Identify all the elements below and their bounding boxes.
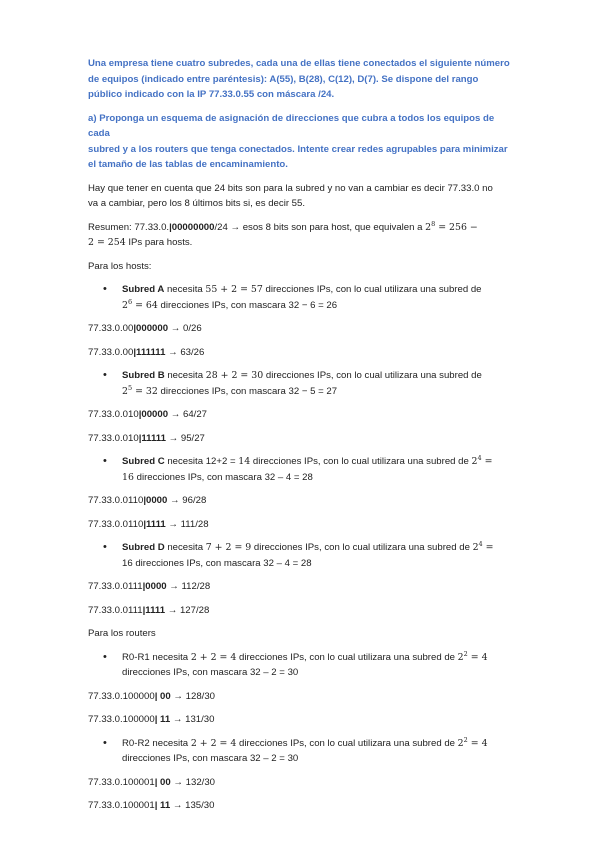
router-r1-r1-prefix: 77.33.0.100000 bbox=[88, 690, 155, 702]
subnet-b-r2-bits: |11111 bbox=[138, 432, 166, 444]
subnet-c-math-3: 16 bbox=[122, 471, 134, 483]
subnet-c-text-2: direcciones IPs, con lo cual utilizara una subred de bbox=[250, 456, 472, 467]
subnet-b-math-2-exp: 5 bbox=[127, 383, 133, 392]
subnet-b-math-1: 28 + 2 = 30 bbox=[205, 370, 264, 381]
subnet-b-math-2-base: 2 bbox=[122, 385, 128, 397]
subnet-b-math-2-rest: = 32 bbox=[132, 385, 158, 397]
subnet-a-math-2 bbox=[122, 297, 158, 311]
intro-paragraph bbox=[88, 56, 518, 103]
subnet-a-r1-result: → 0/26 bbox=[168, 323, 202, 334]
router-r1-text-1: necesita bbox=[149, 651, 191, 663]
question-a-line-2: subred y a los routers que tenga conectados. Intente crear redes agrupables para minimizar bbox=[88, 143, 508, 155]
subnet-b-r1-result: → 64/27 bbox=[168, 409, 207, 420]
subnet-c-text-3: direcciones IPs, con mascara 32 – 4 = 28 bbox=[133, 471, 313, 483]
router-r1-math-1: 2 + 2 = 4 bbox=[190, 651, 237, 663]
hosts-heading: Para los hosts: bbox=[88, 260, 152, 272]
document-content bbox=[88, 56, 518, 822]
router-r2-math-2-rest: = 4 bbox=[467, 737, 488, 749]
subnet-d-range-start bbox=[88, 579, 518, 595]
router-r2-name: R0-R2 bbox=[122, 737, 150, 749]
intro-line-2: de equipos (indicado entre paréntesis): A(55), B(28), C(12), D(7). Se dispone del rango bbox=[88, 73, 479, 85]
subnet-c-math-2-rest: = bbox=[481, 456, 493, 467]
subnet-c-range-start bbox=[88, 493, 518, 509]
router-r1-range-end bbox=[88, 712, 518, 728]
subnet-a-r1-prefix: 77.33.0.00 bbox=[88, 323, 134, 334]
subnet-a-r1-bits: |000000 bbox=[133, 323, 169, 334]
subnet-d-r1-prefix: 77.33.0.0111 bbox=[88, 581, 143, 592]
router-r1-name: R0-R1 bbox=[122, 651, 150, 663]
subnet-d-r2-bits: |1111 bbox=[142, 604, 166, 616]
subnet-d-math-2-exp: 4 bbox=[478, 539, 483, 548]
question-a-line-1: a) Proponga un esquema de asignación de direcciones que cubra a todos los equipos de cada bbox=[88, 112, 495, 139]
resumen-math bbox=[425, 219, 478, 233]
subnet-b-range-start bbox=[88, 407, 518, 423]
subnet-d-r2-prefix: 77.33.0.0111 bbox=[88, 604, 143, 616]
router-r2-r2-result: → 135/30 bbox=[170, 800, 215, 811]
router-r2-text-2: direcciones IPs, con lo cual utilizara una subred de bbox=[236, 737, 458, 749]
subnet-d-text-1: necesita bbox=[164, 542, 206, 553]
router-r1-math-2-exp: 2 bbox=[463, 649, 468, 658]
router-r1-range-start bbox=[88, 689, 518, 705]
subnet-a-r2-bits: |111111 bbox=[133, 346, 166, 358]
router-r2-math-2 bbox=[457, 735, 488, 749]
resumen-math-exp: 8 bbox=[431, 219, 436, 228]
routers-heading: Para los routers bbox=[88, 628, 156, 639]
subnet-b-r1-prefix: 77.33.0.010 bbox=[88, 409, 139, 420]
resumen-line2-rest: IPs para hosts. bbox=[125, 237, 193, 248]
router-r2-r2-bits: | 11 bbox=[154, 800, 171, 811]
subnet-d-math-2-rest: = bbox=[482, 542, 494, 553]
subnet-d-math-2-base: 2 bbox=[472, 542, 479, 553]
subnet-c-name: Subred C bbox=[122, 456, 165, 467]
subnet-c-r2-result: → 111/28 bbox=[165, 518, 209, 530]
subnet-a-r2-prefix: 77.33.0.00 bbox=[88, 346, 134, 358]
router-r2-text-1: necesita bbox=[149, 737, 191, 749]
subnet-c-text-1: necesita 12+2 = bbox=[164, 456, 239, 467]
subnet-a-range-start bbox=[88, 321, 518, 337]
router-r1-math-2-rest: = 4 bbox=[467, 651, 488, 663]
resumen-math-rest: = 256 − bbox=[435, 221, 478, 233]
subnet-d-r1-result: → 112/28 bbox=[166, 581, 211, 592]
subnet-c-r1-bits: |0000 bbox=[143, 495, 168, 506]
subnet-c-math-2 bbox=[471, 453, 493, 467]
router-r1-item bbox=[88, 650, 518, 681]
subnet-b-text-2: direcciones IPs, con lo cual utilizara una subred de bbox=[263, 370, 482, 381]
router-r2-range-end bbox=[88, 798, 518, 814]
router-r1-r2-bits: | 11 bbox=[154, 714, 171, 725]
subnet-b-item bbox=[88, 368, 518, 399]
subnet-a-math-2-base: 2 bbox=[122, 299, 128, 311]
router-r1-text-3: direcciones IPs, con mascara 32 – 2 = 30 bbox=[122, 667, 299, 678]
subnet-c-r1-prefix: 77.33.0.0110 bbox=[88, 495, 144, 506]
subnet-a-text-1: necesita bbox=[164, 284, 206, 295]
subnet-a-name: Subred A bbox=[122, 284, 165, 295]
subnet-d-range-end bbox=[88, 603, 518, 619]
router-r2-math-2-exp: 2 bbox=[463, 735, 468, 744]
router-r2-r1-prefix: 77.33.0.100001 bbox=[88, 776, 155, 788]
subnet-d-item bbox=[88, 540, 518, 571]
subnet-b-text-1: necesita bbox=[164, 370, 206, 381]
note-paragraph bbox=[88, 181, 518, 212]
router-r2-math-1: 2 + 2 = 4 bbox=[190, 737, 237, 749]
subnet-a-math-2-exp: 6 bbox=[127, 297, 133, 306]
subnet-c-r2-prefix: 77.33.0.0110 bbox=[88, 518, 144, 530]
resumen-math-base: 2 bbox=[425, 221, 432, 233]
resumen-bits: |00000000 bbox=[169, 221, 215, 233]
subnet-c-r2-bits: |1111 bbox=[143, 518, 166, 530]
subnet-a-item bbox=[88, 282, 518, 313]
router-r1-r1-result: → 128/30 bbox=[170, 690, 216, 702]
resumen-suffix: /24 → esos 8 bits son para host, que equivalen a bbox=[214, 221, 426, 233]
resumen-line2-math: 2 = 254 bbox=[88, 237, 126, 248]
note-line-1: Hay que tener en cuenta que 24 bits son para la subred y no van a cambiar es decir 77.33.0 no bbox=[88, 182, 493, 194]
router-r1-text-2: direcciones IPs, con lo cual utilizara una subred de bbox=[236, 651, 458, 663]
router-r1-r1-bits: | 00 bbox=[154, 690, 171, 702]
resumen-prefix: Resumen: 77.33.0. bbox=[88, 221, 170, 233]
subnet-a-r2-result: → 63/26 bbox=[165, 346, 205, 358]
subnet-d-math-2 bbox=[472, 539, 494, 553]
intro-line-3: público indicado con la IP 77.33.0.55 con máscara /24. bbox=[88, 89, 335, 100]
subnet-c-math-1: 14 bbox=[238, 456, 251, 467]
resumen-paragraph bbox=[88, 220, 518, 251]
router-r1-r2-result: → 131/30 bbox=[170, 714, 215, 725]
subnet-d-name: Subred D bbox=[122, 542, 165, 553]
subnet-b-r2-result: → 95/27 bbox=[165, 432, 205, 444]
subnet-c-range-end bbox=[88, 517, 518, 533]
subnet-c-item bbox=[88, 454, 518, 485]
router-r1-math-2-base: 2 bbox=[457, 651, 464, 663]
subnet-a-text-3: direcciones IPs, con mascara 32 − 6 = 26 bbox=[157, 299, 338, 311]
subnet-b-range-end bbox=[88, 431, 518, 447]
router-r2-r1-result: → 132/30 bbox=[170, 776, 216, 788]
subnet-b-math-2 bbox=[122, 383, 158, 397]
router-r1-math-2 bbox=[457, 649, 488, 663]
subnet-d-math-1: 7 + 2 = 9 bbox=[205, 542, 252, 553]
subnet-d-r1-bits: |0000 bbox=[142, 581, 167, 592]
subnet-b-r2-prefix: 77.33.0.010 bbox=[88, 432, 139, 444]
subnet-c-math-2-exp: 4 bbox=[477, 453, 482, 462]
subnet-b-name: Subred B bbox=[122, 370, 165, 381]
subnet-a-math-2-rest: = 64 bbox=[132, 299, 158, 311]
router-r2-math-2-base: 2 bbox=[457, 737, 464, 749]
router-r2-text-3: direcciones IPs, con mascara 32 – 2 = 30 bbox=[122, 753, 299, 764]
router-r1-r2-prefix: 77.33.0.100000 bbox=[88, 714, 155, 725]
note-line-2: va a cambiar, pero los 8 últimos bits si, es decir 55. bbox=[88, 198, 306, 209]
subnet-a-math-1: 55 + 2 = 57 bbox=[205, 284, 263, 295]
subnet-a-text-2: direcciones IPs, con lo cual utilizara una subred de bbox=[262, 284, 482, 295]
router-r2-r1-bits: | 00 bbox=[154, 776, 171, 788]
subnet-c-math-2-base: 2 bbox=[471, 456, 478, 467]
question-a-paragraph bbox=[88, 111, 518, 173]
subnet-b-text-3: direcciones IPs, con mascara 32 − 5 = 27 bbox=[157, 385, 338, 397]
subnet-d-r2-result: → 127/28 bbox=[165, 604, 210, 616]
subnet-a-range-end bbox=[88, 345, 518, 361]
subnet-d-text-3: 16 direcciones IPs, con mascara 32 – 4 = 28 bbox=[122, 557, 312, 569]
subnet-b-r1-bits: |00000 bbox=[138, 409, 169, 420]
intro-line-1: Una empresa tiene cuatro subredes, cada una de ellas tiene conectados el siguiente número bbox=[88, 58, 510, 69]
subnet-c-r1-result: → 96/28 bbox=[167, 495, 207, 506]
router-r2-range-start bbox=[88, 775, 518, 791]
question-a-line-3: el tamaño de las tablas de encaminamiento. bbox=[88, 159, 288, 170]
router-r2-r2-prefix: 77.33.0.100001 bbox=[88, 800, 155, 811]
subnet-d-text-2: direcciones IPs, con lo cual utilizara una subred de bbox=[251, 542, 473, 553]
router-r2-item bbox=[88, 736, 518, 767]
